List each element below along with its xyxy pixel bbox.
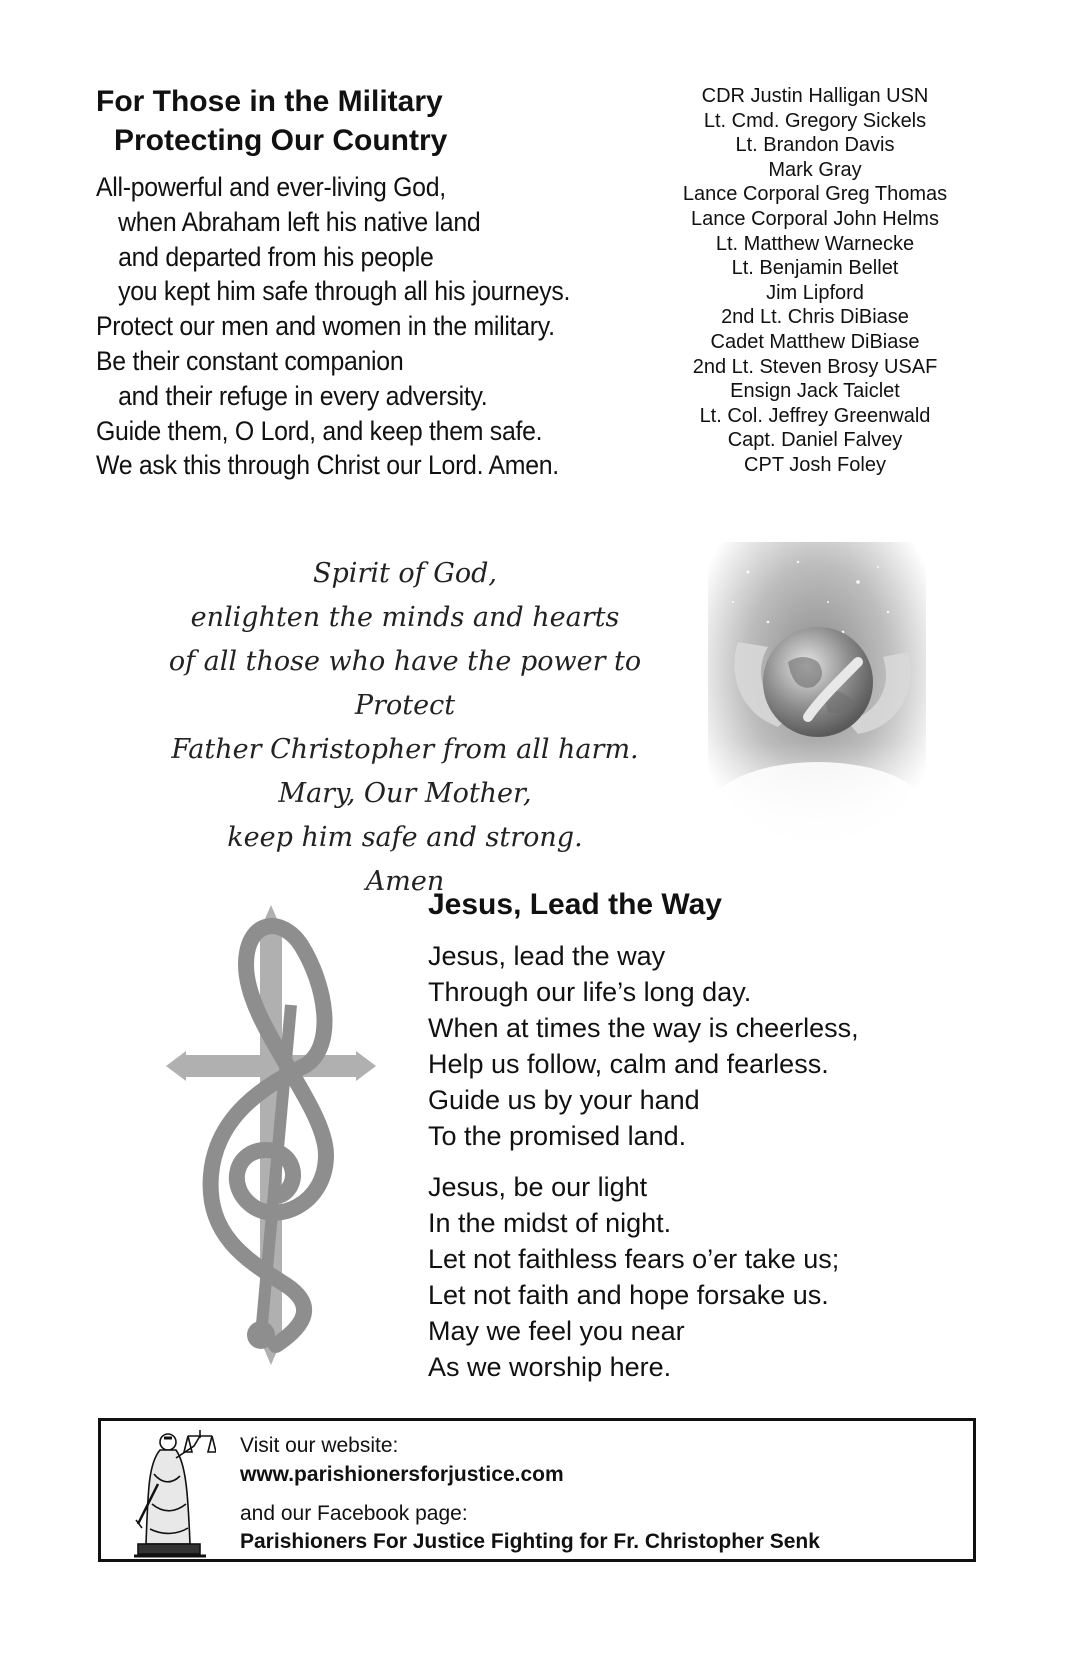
prayer-line: All-powerful and ever-living God,	[96, 172, 446, 202]
spirit-line: of all those who have the power to Protect	[168, 646, 642, 721]
military-title-line-2: Protecting Our Country	[114, 124, 448, 157]
verse-line: Help us follow, calm and fearless.	[428, 1049, 829, 1079]
hymn-verse-1	[428, 938, 859, 1154]
spirit-line: Mary, Our Mother,	[278, 778, 532, 809]
verse-line: Through our life’s long day.	[428, 977, 752, 1007]
spirit-line: enlighten the minds and hearts	[190, 602, 620, 633]
name-item: Ensign Jack Taiclet	[730, 380, 900, 403]
spirit-prayer	[120, 552, 690, 904]
name-item: Lt. Benjamin Bellet	[731, 257, 899, 280]
name-item: 2nd Lt. Chris DiBiase	[721, 306, 909, 329]
name-item: Lance Corporal John Helms	[691, 207, 939, 230]
website-link[interactable]: www.parishionersforjustice.com	[240, 1463, 564, 1486]
verse-line: Let not faithless fears o’er take us;	[428, 1244, 840, 1274]
name-item: Lance Corporal Greg Thomas	[682, 183, 948, 206]
name-item: CDR Justin Halligan USN	[701, 85, 929, 107]
name-item: CPT Josh Foley	[744, 453, 886, 476]
spirit-line: Spirit of God,	[313, 558, 497, 589]
prayer-line: Guide them, O Lord, and keep them safe.	[96, 415, 543, 446]
verse-line: Jesus, be our light	[428, 1172, 648, 1202]
hymn-title: Jesus, Lead the Way	[428, 888, 722, 921]
prayer-line: Be their constant companion	[96, 345, 404, 376]
name-item: Capt. Daniel Falvey	[727, 429, 903, 452]
name-item: Lt. Cmd. Gregory Sickels	[703, 109, 927, 132]
facebook-page-link[interactable]: Parishioners For Justice Fighting for Fr. Christopher Senk	[240, 1530, 820, 1553]
prayer-line: when Abraham left his native land	[118, 206, 481, 237]
verse-line: Let not faith and hope forsake us.	[428, 1280, 829, 1310]
verse-line: Jesus, lead the way	[428, 941, 666, 971]
verse-line: In the midst of night.	[428, 1208, 672, 1238]
name-item: Mark Gray	[768, 158, 862, 181]
military-prayer-text	[96, 170, 620, 483]
name-item: 2nd Lt. Steven Brosy USAF	[692, 355, 938, 378]
website-label: Visit our website:	[240, 1434, 399, 1457]
verse-line: May we feel you near	[428, 1316, 685, 1346]
facebook-label: and our Facebook page:	[240, 1502, 468, 1525]
verse-line: When at times the way is cheerless,	[428, 1013, 859, 1043]
verse-line: As we worship here.	[428, 1352, 672, 1382]
hands-globe-image	[708, 542, 926, 860]
name-item: Lt. Matthew Warnecke	[715, 232, 915, 255]
military-names-list	[630, 84, 1000, 478]
military-prayer-title	[96, 82, 447, 160]
cross-treble-clef-icon	[166, 905, 376, 1365]
name-item: Jim Lipford	[766, 281, 864, 304]
prayer-line: and departed from his people	[118, 241, 434, 272]
verse-line: Guide us by your hand	[428, 1085, 700, 1115]
prayer-line: you kept him safe through all his journeys.	[118, 276, 571, 307]
verse-line: To the promised land.	[428, 1121, 687, 1151]
name-item: Lt. Brandon Davis	[735, 134, 895, 157]
prayer-line: and their refuge in every adversity.	[118, 380, 488, 411]
prayer-line: We ask this through Christ our Lord. Amen.	[96, 450, 559, 481]
military-title-line-1: For Those in the Military	[96, 85, 443, 118]
name-item: Cadet Matthew DiBiase	[710, 330, 920, 353]
lady-justice-icon	[128, 1424, 216, 1560]
spirit-line: Father Christopher from all harm.	[171, 734, 639, 765]
name-item: Lt. Col. Jeffrey Greenwald	[699, 404, 931, 427]
hymn-verse-2	[428, 1169, 839, 1385]
prayer-line: Protect our men and women in the military.	[96, 311, 555, 342]
spirit-line: keep him safe and strong.	[227, 822, 583, 853]
spirit-line: Amen	[365, 866, 445, 897]
